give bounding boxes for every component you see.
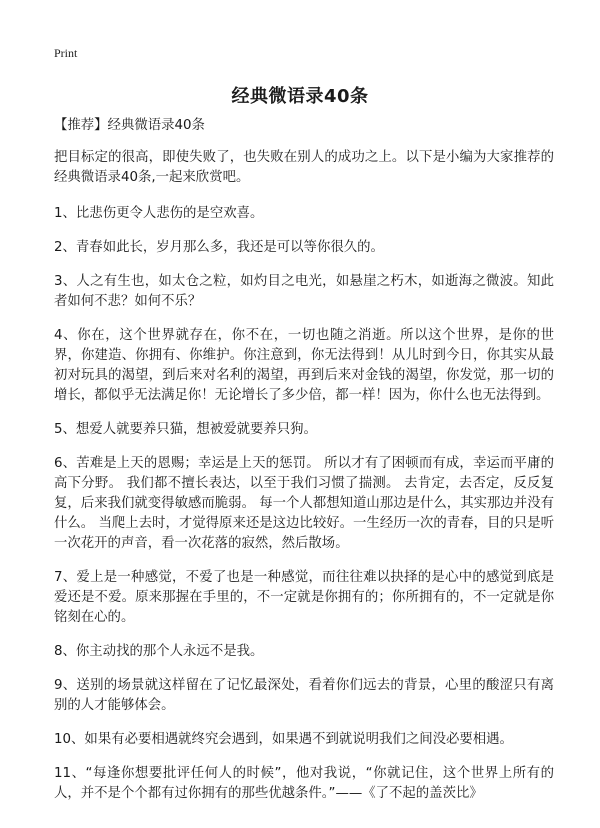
quote-item: 11、“每逢你想要批评任何人的时候”，他对我说，“你就记住，这个世界上所有的人，并不是个个都有过你拥有的那些优越条件。”——《了不起的盖茨比》 xyxy=(54,766,554,801)
article-body xyxy=(54,116,554,818)
page-title: 经典微语录40条 xyxy=(231,86,369,107)
quote-item: 2、青春如此长，岁月那么多，我还是可以等你很久的。 xyxy=(54,240,384,255)
quote-item: 7、爱上是一种感觉，不爱了也是一种感觉，而往往难以抉择的是心中的感觉到底是爱还是不爱。原来那握在手里的，不一定就是你拥有的；你所拥有的，不一定就是你铭刻在心的。 xyxy=(54,570,554,625)
recommend-line: 【推荐】经典微语录40条 xyxy=(54,118,205,133)
print-link[interactable]: Print xyxy=(54,46,78,60)
quote-item: 3、人之有生也，如太仓之粒，如灼目之电光，如悬崖之朽木，如逝海之微波。知此者如何不悲？如何不乐？ xyxy=(54,274,554,309)
quote-item: 5、想爱人就要养只猫，想被爱就要养只狗。 xyxy=(54,422,317,437)
quote-item: 9、送别的场景就这样留在了记忆最深处，看着你们远去的背景，心里的酸涩只有离别的人才能够体会。 xyxy=(54,678,554,713)
quote-item: 6、苦难是上天的恩赐；幸运是上天的惩罚。 所以才有了困顿而有成，幸运而平庸的高下分野。 我们都不擅长表达，以至于我们习惯了揣测。 去肯定，去否定，反反复复，后来我们就变得敏感而脆弱。 每一个人都想知道山那边是什么，其实那边并没有什么。 当爬上去时，才觉得原来还是这边比较好。一生经历一次的青春，目的只是听一次花开的声音，看一次花落的寂然，然后散场。 xyxy=(54,456,554,551)
quote-item: 8、你主动找的那个人永远不是我。 xyxy=(54,644,264,659)
intro-paragraph: 把目标定的很高，即使失败了，也失败在别人的成功之上。以下是小编为大家推荐的经典微语录40条,一起来欣赏吧。 xyxy=(54,150,554,185)
quote-item: 1、比悲伤更令人悲伤的是空欢喜。 xyxy=(54,206,264,221)
quote-item: 10、如果有必要相遇就终究会遇到，如果遇不到就说明我们之间没必要相遇。 xyxy=(54,732,513,747)
quote-item: 4、你在，这个世界就存在，你不在，一切也随之消逝。所以这个世界，是你的世界，你建造、你拥有、你维护。你注意到，你无法得到！从儿时到今日，你其实从最初对玩具的渴望，到后来对名利的渴望，再到后来对金钱的渴望，你发觉，那一切的增长，都似乎无法满足你！无论增长了多少倍，都一样！因为，你什么也无法得到。 xyxy=(54,328,554,403)
